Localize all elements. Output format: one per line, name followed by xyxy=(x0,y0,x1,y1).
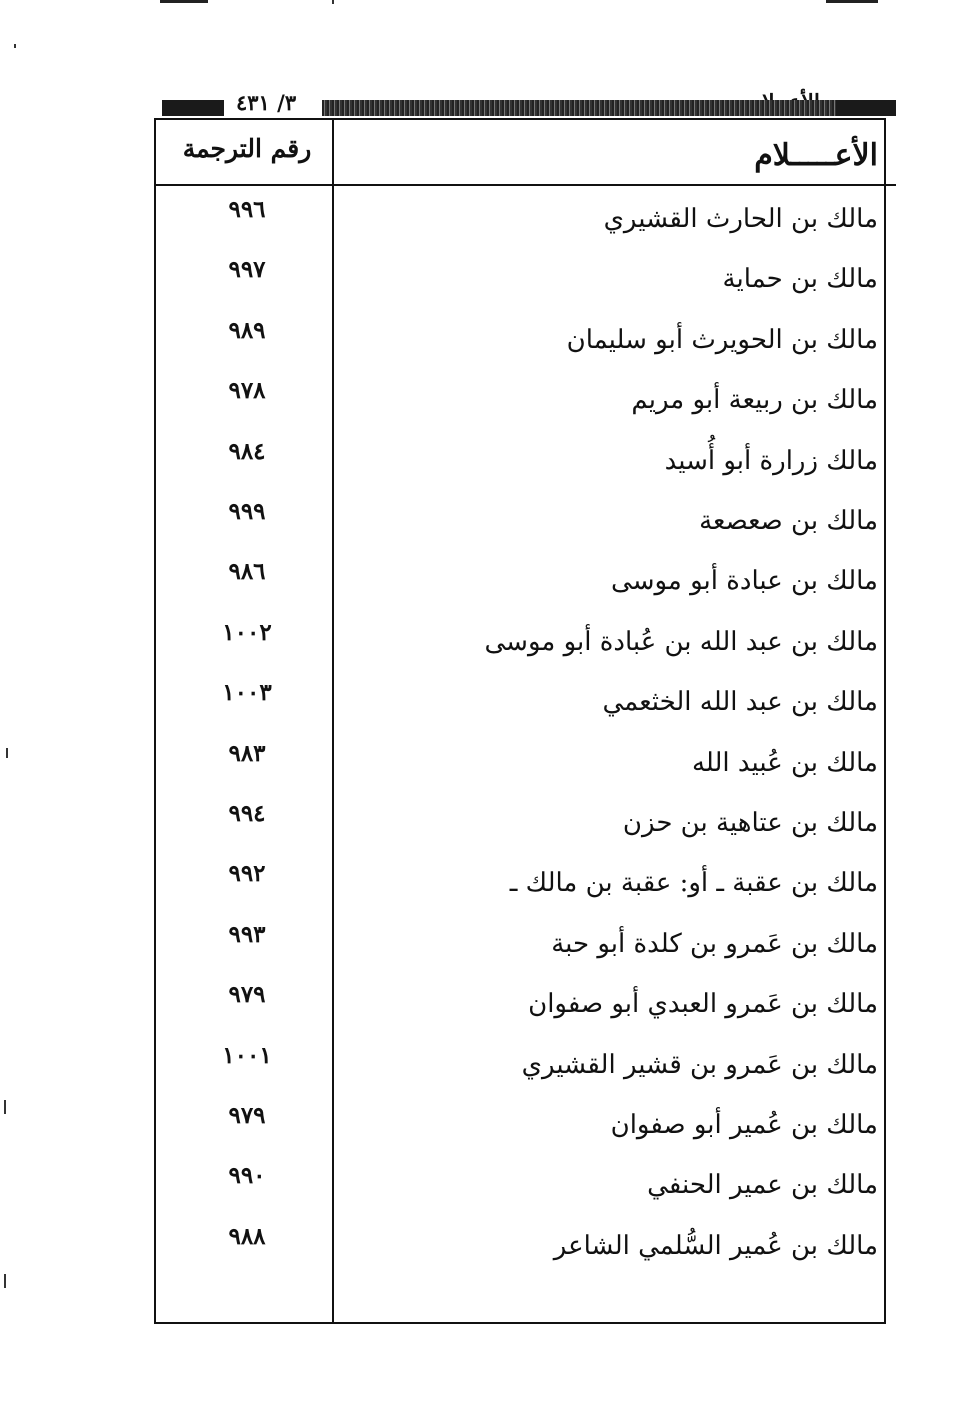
person-name: مالك بن صعصعة xyxy=(699,506,878,536)
biography-number: ٩٩٢ xyxy=(228,860,266,888)
table-row xyxy=(156,981,884,1041)
table-row xyxy=(156,317,884,377)
index-table xyxy=(154,118,886,1324)
biography-number: ٩٩٠ xyxy=(228,1162,266,1190)
biography-number: ٩٩٧ xyxy=(228,256,266,284)
table-row xyxy=(156,679,884,739)
biography-number: ٩٨٤ xyxy=(228,437,266,465)
person-name: مالك بن ربيعة أبو مريم xyxy=(631,385,878,416)
biography-number: ١٠٠١ xyxy=(222,1041,272,1069)
table-row xyxy=(156,800,884,860)
person-name: مالك بن عَمرو بن قشير القشيري xyxy=(521,1049,878,1080)
scan-mark xyxy=(332,0,334,4)
biography-number: ٩٩٤ xyxy=(228,800,266,827)
table-row xyxy=(156,1102,884,1162)
table-row xyxy=(156,860,884,920)
table-row xyxy=(156,377,884,437)
table-row xyxy=(156,558,884,618)
scan-mark xyxy=(4,1100,6,1114)
scan-mark xyxy=(826,0,878,3)
scan-mark xyxy=(6,748,8,758)
biography-number: ٩٩٣ xyxy=(228,920,266,948)
header-rule-right xyxy=(834,100,896,116)
header-divider xyxy=(156,184,896,186)
person-name: مالك بن الحويرث أبو سليمان xyxy=(566,324,878,355)
biography-number: ١٠٠٢ xyxy=(222,618,272,646)
header-rule-left xyxy=(162,100,224,116)
person-name: مالك بن عَمرو بن كلدة أبو حبة xyxy=(551,928,878,959)
person-name: مالك بن الحارث القشيري xyxy=(603,204,878,234)
table-row xyxy=(156,196,884,256)
person-name: مالك بن عبد الله الخثعمي xyxy=(602,687,878,718)
header-rule-middle xyxy=(322,100,836,116)
table-row xyxy=(156,1042,884,1102)
biography-number: ٩٨٩ xyxy=(228,316,266,344)
biography-number: ٩٧٩ xyxy=(228,981,266,1009)
person-name: مالك بن عُمير السُّلمي الشاعر xyxy=(553,1230,878,1261)
person-name: مالك زرارة أبو أُسيد xyxy=(664,445,878,476)
person-name: مالك بن عُبيد الله xyxy=(691,747,878,778)
biography-number: ٩٨٨ xyxy=(228,1222,266,1250)
table-row xyxy=(156,921,884,981)
biography-number: ٩٩٦ xyxy=(228,196,266,223)
biography-number: ٩٨٣ xyxy=(228,739,266,767)
scan-mark xyxy=(160,0,208,3)
biography-number: ٩٧٩ xyxy=(228,1102,266,1129)
person-name: مالك بن عقبة ـ أو: عقبة بن مالك ـ xyxy=(509,868,878,899)
table-row xyxy=(156,438,884,498)
biography-number: ٩٧٨ xyxy=(228,377,266,405)
person-name: مالك بن عَمرو العبدي أبو صفوان xyxy=(528,989,878,1020)
person-name: مالك بن عتاهية بن حزن xyxy=(622,808,878,838)
person-name: مالك بن عبد الله بن عُبادة أبو موسى xyxy=(484,626,878,657)
table-row xyxy=(156,1223,884,1283)
table-row xyxy=(156,256,884,316)
numbers-column-header: رقم الترجمة xyxy=(182,134,312,163)
scan-mark xyxy=(4,1274,6,1288)
person-name: مالك بن عمير الحنفي xyxy=(647,1170,878,1201)
biography-number: ٩٩٩ xyxy=(228,498,266,525)
person-name: مالك بن عبادة أبو موسى xyxy=(611,566,878,597)
person-name: مالك بن حماية xyxy=(722,264,878,295)
table-row xyxy=(156,498,884,558)
table-row xyxy=(156,1162,884,1222)
page-reference: ٣/ ٤٣١ xyxy=(236,90,297,115)
scan-mark xyxy=(14,44,16,48)
biography-number: ٩٨٦ xyxy=(228,558,266,586)
biography-number: ١٠٠٣ xyxy=(222,679,272,707)
table-row xyxy=(156,619,884,679)
person-name: مالك بن عُمير أبو صفوان xyxy=(610,1110,878,1140)
table-row xyxy=(156,740,884,800)
names-column-header: الأعـــــلام xyxy=(754,138,878,173)
